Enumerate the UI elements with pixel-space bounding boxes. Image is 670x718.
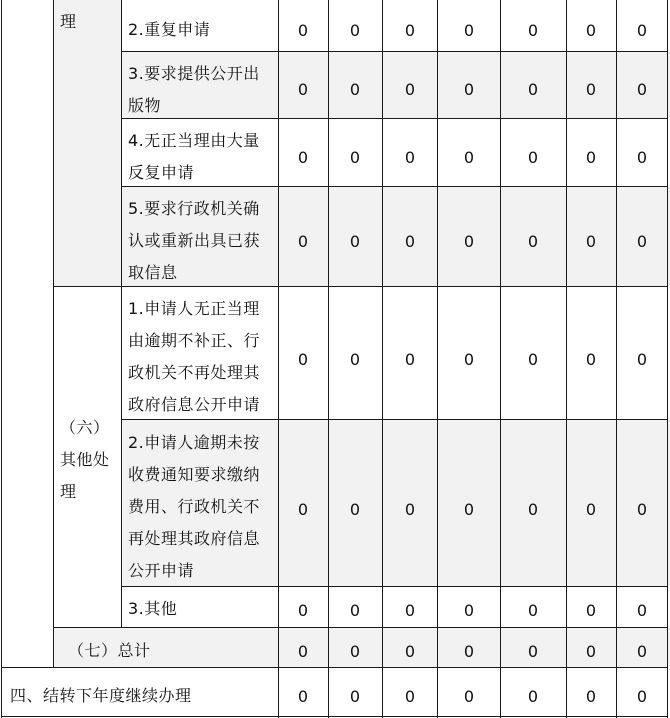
row-6-2-value-2: 0	[349, 500, 361, 519]
row-5-3-value-3: 0	[404, 80, 416, 99]
row-6-1-value-4: 0	[463, 350, 475, 369]
row-6-2-value-6: 0	[585, 500, 597, 519]
row-carryover-value-7: 0	[636, 687, 648, 706]
row-6-3-value-5: 0	[527, 601, 539, 620]
row-5-4-value-2: 0	[349, 148, 361, 167]
row-5-5-value-2: 0	[349, 232, 361, 251]
row-6-2-value-5: 0	[527, 500, 539, 519]
row-5-4-value-5: 0	[527, 148, 539, 167]
row-label-5-2: 2.重复申请	[128, 20, 211, 39]
row-5-4-value-6: 0	[585, 148, 597, 167]
row-6-1-value-1: 0	[297, 350, 309, 369]
carryover-row-label: 四、结转下年度继续办理	[10, 686, 192, 705]
row-label-5-3: 3.要求提供公开出版物	[128, 64, 260, 115]
row-5-2-value-2: 0	[349, 21, 361, 40]
group5-label-tail: 理	[60, 12, 77, 31]
row-total-value-4: 0	[463, 642, 475, 661]
row-6-1-value-2: 0	[349, 350, 361, 369]
row-carryover-value-1: 0	[297, 687, 309, 706]
row-total-value-5: 0	[527, 642, 539, 661]
row-label-5-5: 5.要求行政机关确认或重新出具已获取信息	[128, 199, 261, 282]
row-6-3-value-3: 0	[404, 601, 416, 620]
row-carryover-value-3: 0	[404, 687, 416, 706]
row-6-1-value-7: 0	[636, 350, 648, 369]
row-6-3-value-4: 0	[463, 601, 475, 620]
row-6-1-value-5: 0	[527, 350, 539, 369]
row-5-2-value-1: 0	[297, 21, 309, 40]
row-6-3-value-7: 0	[636, 601, 648, 620]
row-total-value-6: 0	[585, 642, 597, 661]
row-6-2-value-4: 0	[463, 500, 475, 519]
row-total-value-2: 0	[349, 642, 361, 661]
row-label-6-3: 3.其他	[128, 599, 178, 618]
row-label-6-1: 1.申请人无正当理由逾期不补正、行政机关不再处理其政府信息公开申请	[128, 299, 261, 414]
shade-group5-label	[54, 0, 122, 286]
row-6-3-value-2: 0	[349, 601, 361, 620]
row-5-4-value-7: 0	[636, 148, 648, 167]
row-carryover-value-6: 0	[585, 687, 597, 706]
row-total-value-1: 0	[297, 642, 309, 661]
row-5-5-value-1: 0	[297, 232, 309, 251]
row-5-3-value-1: 0	[297, 80, 309, 99]
row-total-value-3: 0	[404, 642, 416, 661]
group6-label: （六）其他处理	[60, 418, 110, 501]
row-5-2-value-5: 0	[527, 21, 539, 40]
row-5-5-value-7: 0	[636, 232, 648, 251]
row-5-3-value-6: 0	[585, 80, 597, 99]
row-6-2-value-7: 0	[636, 500, 648, 519]
row-6-1-value-3: 0	[404, 350, 416, 369]
row-5-5-value-6: 0	[585, 232, 597, 251]
row-carryover-value-5: 0	[527, 687, 539, 706]
row-5-5-value-3: 0	[404, 232, 416, 251]
row-6-1-value-6: 0	[585, 350, 597, 369]
row-6-2-value-3: 0	[404, 500, 416, 519]
row-5-2-value-3: 0	[404, 21, 416, 40]
row-5-5-value-4: 0	[463, 232, 475, 251]
row-5-3-value-2: 0	[349, 80, 361, 99]
row-total-value-7: 0	[636, 642, 648, 661]
row-5-4-value-3: 0	[404, 148, 416, 167]
row-5-3-value-4: 0	[463, 80, 475, 99]
row-5-3-value-7: 0	[636, 80, 648, 99]
row-6-3-value-6: 0	[585, 601, 597, 620]
row-5-3-value-5: 0	[527, 80, 539, 99]
row-5-2-value-7: 0	[636, 21, 648, 40]
row-5-4-value-4: 0	[463, 148, 475, 167]
row-label-5-4: 4.无正当理由大量反复申请	[128, 131, 260, 182]
row-5-5-value-5: 0	[527, 232, 539, 251]
row-carryover-value-4: 0	[463, 687, 475, 706]
row-6-3-value-1: 0	[297, 601, 309, 620]
row-carryover-value-2: 0	[349, 687, 361, 706]
row-5-2-value-4: 0	[463, 21, 475, 40]
row-6-2-value-1: 0	[297, 500, 309, 519]
row-label-6-2: 2.申请人逾期未按收费通知要求缴纳费用、行政机关不再处理其政府信息公开申请	[128, 433, 261, 580]
row-5-4-value-1: 0	[297, 148, 309, 167]
total-row-label: （七）总计	[68, 641, 151, 660]
row-5-2-value-6: 0	[585, 21, 597, 40]
